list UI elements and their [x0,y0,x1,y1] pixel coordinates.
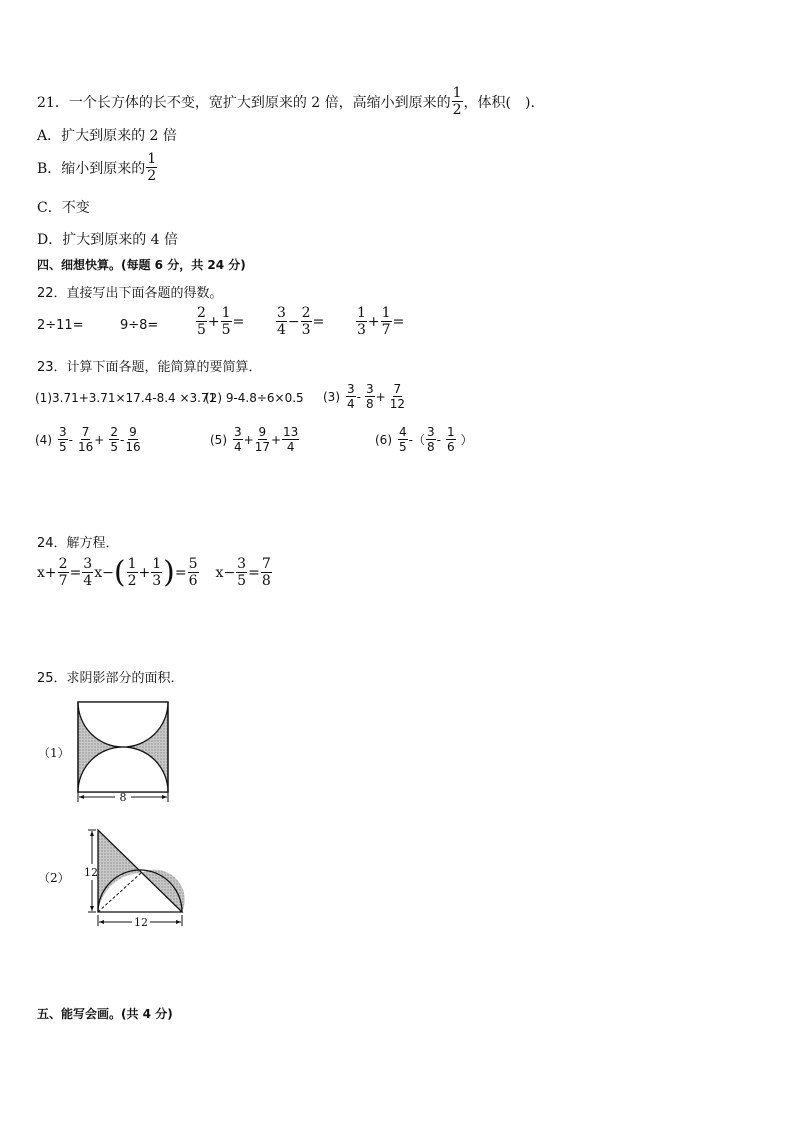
q21-option-b-fraction: $\frac{1}{2}$ [147,151,157,184]
q24-stem: 24．解方程． [37,536,119,551]
q21-option-a: A．扩大到原来的 2 倍 [37,128,177,144]
fig2-dimension-vertical: 12 [84,866,98,879]
q25-fig1-label: （1） [38,746,70,760]
q24-equations [37,554,273,590]
fig2-dimension-horizontal: 12 [134,916,148,929]
fig1-dimension: 8 [119,791,127,804]
section5-title: 五、能写会画。(共 4 分) [37,1007,173,1021]
q21-stem-prefix: 21．一个长方体的长不变，宽扩大到原来的 2 倍，高缩小到原来的 [37,94,451,111]
q21-option-d: D．扩大到原来的 4 倍 [37,232,179,248]
q22-expr-4: $\frac{3}{4}$ − $\frac{2}{3}$ = [277,305,325,338]
q21-stem [37,86,535,117]
triangle-with-semicircle-figure-icon [80,826,190,930]
q23-part-6: (6) $\frac{4}{5}$ -（ $\frac{3}{8}$ - $\frac{1}{6}$ ） [375,425,473,454]
q24-eq1: x + $\frac{2}{7}$ = $\frac{3}{4}$ x − [37,556,114,589]
q25-fig2-label: （2） [38,871,70,885]
square-with-semicircles-figure-icon [70,698,180,806]
q23-part-5: (5) $\frac{3}{4}$ + $\frac{9}{17}$ + $\frac{13}{4}$ [210,425,299,454]
q22-stem: 22．直接写出下面各题的得数。 [37,286,223,301]
q24-eq3: x − $\frac{3}{5}$ = $\frac{7}{8}$ [215,556,271,589]
q22-expr-5: $\frac{1}{3}$ + $\frac{1}{7}$ = [357,305,405,338]
q23-part-3: (3) $\frac{3}{4}$ - $\frac{3}{8}$ + $\frac{7}{12}$ [323,382,405,411]
q22-expr-3: $\frac{2}{5}$ + $\frac{1}{5}$ = [197,305,245,338]
q23-stem: 23．计算下面各题，能简算的要简算． [37,360,262,375]
q21-stem-suffix: ，体积( ). [463,94,535,111]
q22-expr-1: 2÷11= [37,318,84,333]
q22-expr-2: 9÷8= [120,318,159,333]
q21-stem-fraction: $\frac{1}{2}$ [452,85,462,118]
section4-title: 四、细想快算。(每题 6 分，共 24 分) [37,258,246,272]
q21-option-b: B．缩小到原来的 $\frac{1}{2}$ [37,151,157,184]
q23-part-1: (1)3.71+3.71×17.4-8.4 ×3.71 [35,391,217,405]
q25-stem: 25．求阴影部分的面积． [37,671,184,686]
q21-option-c: C．不变 [37,200,90,216]
q23-part-2: (2) 9-4.8÷6×0.5 [205,391,304,405]
q23-part-4: (4) $\frac{3}{5}$ - $\frac{7}{16}$ + $\frac{2}{5}$ - $\frac{9}{16}$ [35,425,141,454]
q24-eq2: ( $\frac{1}{2}$ + $\frac{1}{3}$ ) = $\frac{5}{6}$ [113,554,198,590]
